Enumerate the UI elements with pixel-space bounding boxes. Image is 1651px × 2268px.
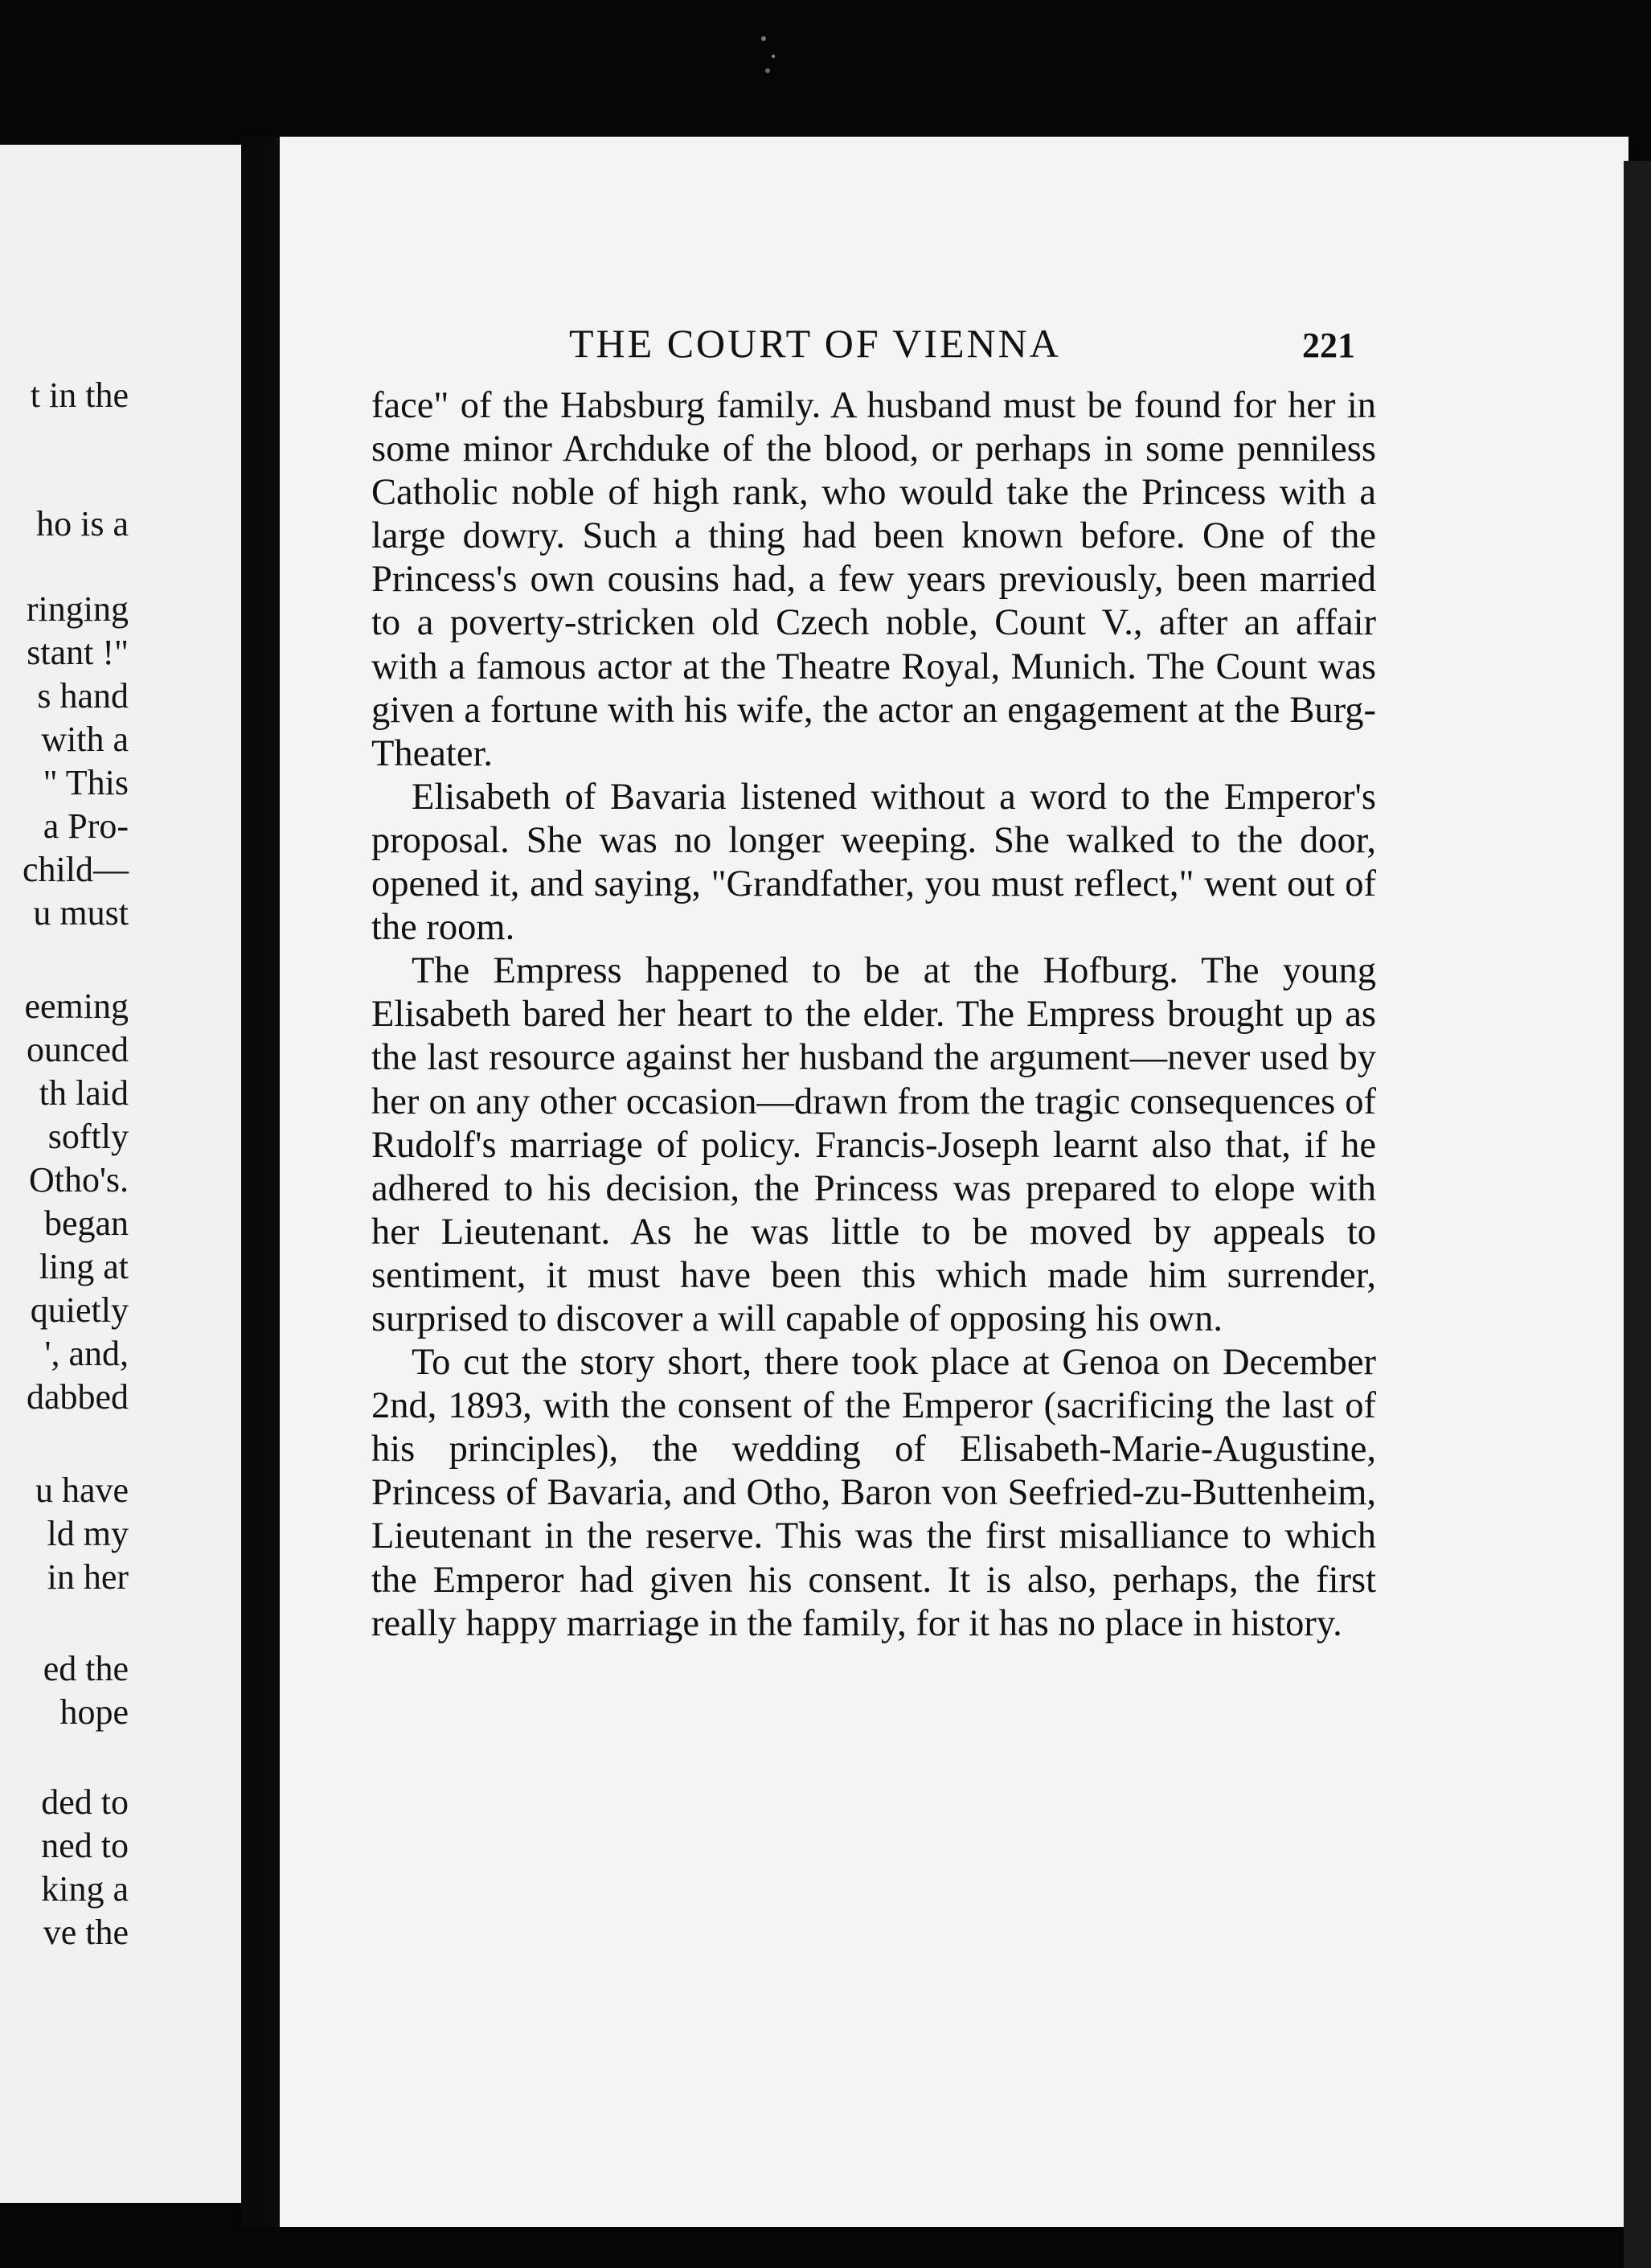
page-edge-shadow bbox=[1624, 161, 1651, 2268]
left-fragment-line: stant !" bbox=[27, 633, 129, 672]
paragraph: face" of the Habsburg family. A husband must be found for her in some minor Archduke of the blood, or perhaps in some penniless Catholic noble of high rank, who would take the Princess with a large dowry. Such a thing had been known before. One of the Princess's own cousins had, a few years previously, been married to a poverty-stricken old Czech noble, Count V., after an affair with a famous actor at the Theatre Royal, Munich. The Count was given a fortune with his wife, the actor an engagement at the Burg-Theater. bbox=[371, 385, 1376, 774]
left-fragment-line: softly bbox=[47, 1117, 129, 1156]
left-fragment-line: ld my bbox=[47, 1514, 129, 1553]
dust-specks bbox=[756, 32, 788, 80]
left-fragment-line: " This bbox=[43, 763, 129, 802]
left-fragment-line: ', and, bbox=[44, 1334, 129, 1373]
left-fragment-line: s hand bbox=[37, 676, 129, 716]
paragraph: To cut the story short, there took place at Genoa on December 2nd, 1893, with the consent of the Emperor (sacrificing the last of his principles), the wedding of Elisabeth-Marie-Augustine, Princess of Bavaria, and Otho, Baron von Seefried-zu-Buttenheim, Lieutenant in the reserve. This was the first misalliance to which the Emperor had given his consent. It is also, perhaps, the first really happy marriage in the family, for it has no place in history. bbox=[371, 1342, 1376, 1644]
left-fragment-line: ling at bbox=[39, 1247, 129, 1286]
page-body bbox=[371, 384, 1376, 1646]
left-fragment-line: eeming bbox=[24, 986, 129, 1026]
left-fragment-line: u have bbox=[35, 1470, 129, 1510]
left-fragment-line: u must bbox=[33, 893, 129, 933]
left-fragment-line: ed the bbox=[43, 1649, 129, 1688]
left-fragment-line: began bbox=[43, 1204, 129, 1243]
left-fragment-line: t in the bbox=[30, 375, 129, 415]
left-fragment-line: ringing bbox=[26, 589, 129, 629]
left-fragment-line: quietly bbox=[30, 1290, 129, 1330]
page-number: 221 bbox=[1302, 326, 1355, 365]
book-gutter bbox=[241, 137, 275, 2227]
left-fragment-line: a Pro- bbox=[43, 806, 129, 846]
left-fragment-line: th laid bbox=[39, 1073, 129, 1113]
left-fragment-line: ve the bbox=[43, 1913, 129, 1952]
running-title: THE COURT OF VIENNA bbox=[569, 321, 1061, 366]
previous-page-fragment bbox=[0, 145, 241, 2203]
paragraph: The Empress happened to be at the Hofburg. The young Elisabeth bared her heart to the elder. The Empress brought up as the last resource against her husband the argument—never used by her on any other occasion—drawn from the tragic consequences of Rudolf's marriage of policy. Francis-Joseph learnt also that, if he adhered to his decision, the Princess was prepared to elope with her Lieutenant. As he was little to be moved by appeals to sentiment, it must have been this which made him surrender, surprised to discover a will capable of opposing his own. bbox=[371, 950, 1376, 1339]
left-fragment-line: ho is a bbox=[36, 504, 129, 543]
left-fragment-line: ned to bbox=[41, 1826, 129, 1865]
paragraph: Elisabeth of Bavaria listened without a word to the Emperor's proposal. She was no longer weeping. She walked to the door, opened it, and saying, "Grandfather, you must reflect," went out of the room. bbox=[371, 776, 1376, 949]
left-fragment-line: king a bbox=[41, 1869, 129, 1909]
left-fragment-line: ded to bbox=[41, 1782, 129, 1822]
left-fragment-line: with a bbox=[41, 720, 129, 759]
left-fragment-line: in her bbox=[47, 1557, 129, 1597]
left-fragment-line: child— bbox=[23, 850, 129, 889]
left-fragment-line: Otho's. bbox=[28, 1160, 129, 1200]
left-fragment-line: dabbed bbox=[26, 1377, 129, 1417]
left-fragment-line: hope bbox=[59, 1692, 129, 1732]
left-fragment-line: ounced bbox=[26, 1030, 129, 1069]
